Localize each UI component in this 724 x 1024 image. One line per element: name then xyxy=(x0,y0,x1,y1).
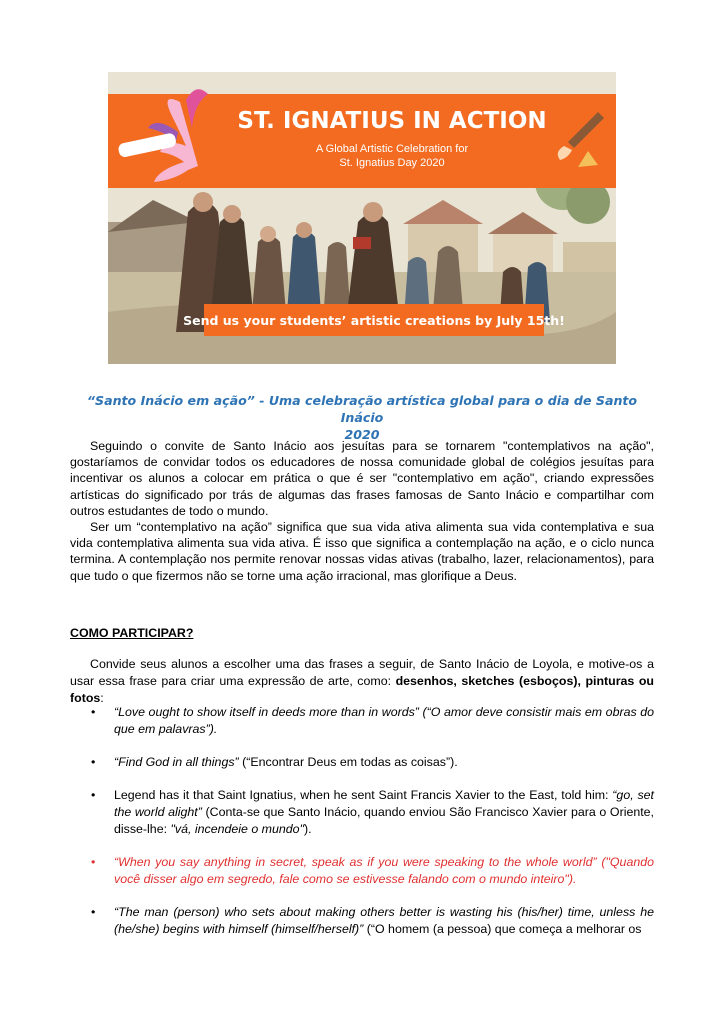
quote-translation: ("Quando você disser algo em segredo, fale como se estivesse falando com o mundo inteiro"). xyxy=(114,855,655,886)
quote-translation: (“Encontrar Deus em todas as coisas”). xyxy=(238,755,458,769)
bullet-icon: • xyxy=(91,855,96,869)
cta-text: Send us your students’ artistic creations by July 15th! xyxy=(183,313,565,328)
intro-section xyxy=(70,438,654,584)
list-item xyxy=(70,904,654,938)
banner-subtitle-line1: A Global Artistic Celebration for xyxy=(315,143,469,155)
banner-image xyxy=(108,72,616,364)
quote-text: “When you say anything in secret, speak as if you were speaking to the whole world” xyxy=(114,855,597,869)
legend-translation: (Conta-se que Santo Inácio, quando enviou São Francisco Xavier para o Oriente, disse-lhe: xyxy=(114,805,655,836)
bullet-icon: • xyxy=(91,905,96,919)
quote-translation: (“O homem (a pessoa) que começa a melhorar os xyxy=(363,922,642,936)
banner-title: ST. IGNATIUS IN ACTION xyxy=(237,108,547,134)
bullet-icon: • xyxy=(91,705,96,719)
list-item: • Legend has it that Saint Ignatius, when he sent Saint Francis Xavier to the East, told him: “go, set the world alight” (Conta-se que Santo Inácio, quando enviou São Francisco Xavier para o Oriente, disse-lhe: "vá, incendeie o mundo"). xyxy=(91,788,655,836)
list-item xyxy=(70,854,654,888)
quote-text: “The man (person) who sets about making others better is wasting his (his/her) time, unless he (he/she) begins with himself (himself/herself)” xyxy=(114,905,654,936)
bullet-icon: • xyxy=(91,788,96,802)
title-line1: “Santo Inácio em ação” - Uma celebração artística global para o dia de Santo Inácio xyxy=(86,393,638,425)
instructions-text: Convide seus alunos a escolher uma das frases a seguir, de Santo Inácio de Loyola, e motive-os a usar essa frase para criar uma expressão de arte, como: xyxy=(70,657,654,688)
paragraph-2: Ser um “contemplativo na ação” significa que sua vida ativa alimenta sua vida contemplativa e sua vida contemplativa alimenta sua vida ativa. É isso que significa a contemplação na ação, e o ciclo nunca termina. A contemplação nos permite renovar nossas vidas ativas (trabalho, lazer, relacionamentos), para que tudo o que fizermos não se torne uma ação irracional, mas glorifique a Deus. xyxy=(70,520,654,583)
quote-text: “Find God in all things” xyxy=(114,755,239,769)
quote-translation: (“O amor deve consistir mais em obras do que em palavras”). xyxy=(114,705,655,736)
instructions-paragraph: Convide seus alunos a escolher uma das frases a seguir, de Santo Inácio de Loyola, e motive-os a usar essa frase para criar uma expressão de arte, como: desenhos, sketches (esboços), pinturas ou fotos: xyxy=(70,657,654,705)
legend-text: Legend has it that Saint Ignatius, when he sent Saint Francis Xavier to the East, told him: xyxy=(114,788,613,802)
list-item xyxy=(70,704,654,738)
title-line2: 2020 xyxy=(344,427,380,442)
quote-text: “Love ought to show itself in deeds more than in words” xyxy=(114,705,419,719)
banner-subtitle-line2: St. Ignatius Day 2020 xyxy=(339,157,445,169)
art-types: desenhos, sketches (esboços), pinturas ou fotos xyxy=(70,674,654,705)
quote-translation: "vá, incendeie o mundo" xyxy=(170,822,304,836)
bullet-icon: • xyxy=(91,755,96,769)
quote-list xyxy=(70,704,654,954)
page-title xyxy=(70,392,654,443)
list-item xyxy=(70,754,654,771)
quote-text: “go, set the world alight” xyxy=(114,788,655,819)
paragraph-1: Seguindo o convite de Santo Inácio aos jesuítas para se tornarem "contemplativos na ação", gostaríamos de convidar todos os educadores de nossa comunidade global de colégios jesuítas para incentivar os alunos a colocar em prática o que é ser "contemplativo em ação", criando expressões artísticas do significado por trás de algumas das frases famosas de Santo Inácio e compartilhar com outros estudantes de todo o mundo. xyxy=(70,439,654,518)
section-heading: COMO PARTICIPAR? xyxy=(70,626,194,640)
